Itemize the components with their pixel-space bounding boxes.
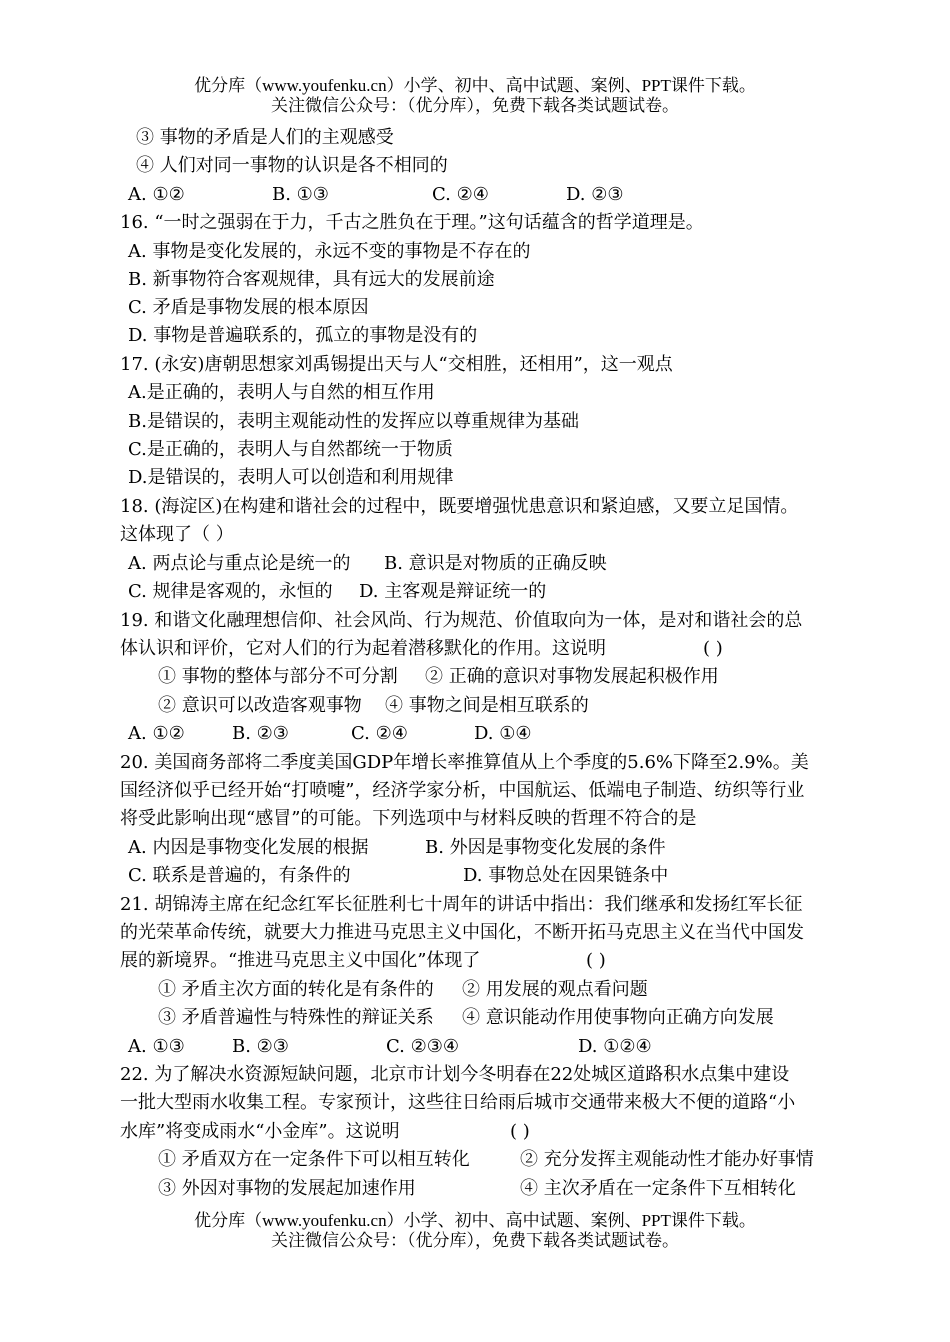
q22-item-1: ① 矛盾双方在一定条件下可以相互转化 [158, 1149, 470, 1170]
q21-item-1: ① 矛盾主次方面的转化是有条件的 [158, 979, 434, 1000]
q20-option-b: B. 外因是事物变化发展的条件 [425, 837, 666, 858]
q20-stem-line-1: 20. 美国商务部将二季度美国GDP年增长率推算值从上个季度的5.6%下降至2.9%。美 [120, 752, 809, 773]
q18-stem-line-1: 18. (海淀区)在构建和谐社会的过程中，既要增强忧患意识和紧迫感，又要立足国情。 [120, 496, 799, 517]
q21-item-4: ④ 意识能动作用使事物向正确方向发展 [462, 1007, 774, 1028]
q20-stem-line-2: 国经济似乎已经开始“打喷嚏”，经济学家分析，中国航运、低端电子制造、纺织等行业 [120, 780, 805, 801]
q19-stem-text: 体认识和评价，它对人们的行为起着潜移默化的作用。这说明 [120, 638, 606, 659]
header-line-2: 关注微信公众号：（优分库），免费下载各类试题试卷。 [271, 96, 679, 115]
q22-answer-paren: ( ) [510, 1121, 530, 1142]
q19-option-a: A. ①② [128, 723, 185, 744]
q20-option-c: C. 联系是普遍的，有条件的 [128, 865, 351, 886]
q18-stem-line-2: 这体现了（ ） [120, 524, 234, 545]
q19-item-4: ④ 事物之间是相互联系的 [385, 695, 589, 716]
q16-option-a: A. 事物是变化发展的，永远不变的事物是不存在的 [128, 241, 531, 262]
q22-stem-line-2: 一批大型雨水收集工程。专家预计，这些往日给雨后城市交通带来极大不便的道路“小 [120, 1092, 796, 1113]
q15-option-d: D. ②③ [566, 184, 624, 205]
q17-option-a: A.是正确的，表明人与自然的相互作用 [128, 382, 435, 403]
q18-option-d: D. 主客观是辩证统一的 [359, 581, 547, 602]
q20-option-d: D. 事物总处在因果链条中 [463, 865, 669, 886]
q21-option-a: A. ①③ [128, 1036, 185, 1057]
q19-option-d: D. ①④ [474, 723, 532, 744]
q16-option-d: D. 事物是普遍联系的，孤立的事物是没有的 [128, 325, 478, 346]
q16-option-b: B. 新事物符合客观规律，具有远大的发展前途 [128, 269, 495, 290]
q17-option-d: D.是错误的，表明人可以创造和利用规律 [128, 467, 454, 488]
q19-item-2: ② 正确的意识对事物发展起积极作用 [425, 666, 719, 687]
q18-option-a: A. 两点论与重点论是统一的 [128, 553, 351, 574]
q21-stem-line-1: 21. 胡锦涛主席在纪念红军长征胜利七十周年的讲话中指出：我们继承和发扬红军长征 [120, 894, 803, 915]
q22-stem-text: 水库”将变成雨水“小金库”。这说明 [120, 1121, 400, 1142]
q22-item-4: ④ 主次矛盾在一定条件下互相转化 [520, 1178, 796, 1199]
q19-item-1: ① 事物的整体与部分不可分割 [158, 666, 398, 687]
q18-option-b: B. 意识是对物质的正确反映 [384, 553, 607, 574]
q15-option-b: B. ①③ [272, 184, 329, 205]
q22-item-2: ② 充分发挥主观能动性才能办好事情 [520, 1149, 814, 1170]
q21-option-b: B. ②③ [232, 1036, 289, 1057]
q15-item-3: ③ 事物的矛盾是人们的主观感受 [136, 127, 394, 148]
footer-line-2: 关注微信公众号：（优分库），免费下载各类试题试卷。 [271, 1231, 679, 1250]
q21-option-d: D. ①②④ [578, 1036, 652, 1057]
q21-stem-line-3 [120, 947, 606, 975]
q17-option-c: C.是正确的，表明人与自然都统一于物质 [128, 439, 453, 460]
q19-option-b: B. ②③ [232, 723, 289, 744]
q21-stem-text: 展的新境界。“推进马克思主义中国化”体现了 [120, 950, 481, 971]
q19-option-c: C. ②④ [351, 723, 408, 744]
q21-stem-line-2: 的光荣革命传统，就要大力推进马克思主义中国化，不断开拓马克思主义在当代中国发 [120, 922, 804, 943]
q19-stem-line-1: 19. 和谐文化融理想信仰、社会风尚、行为规范、价值取向为一体，是对和谐社会的总 [120, 610, 803, 631]
q19-stem-line-2 [120, 635, 723, 663]
q19-answer-paren: ( ) [703, 638, 723, 659]
q22-stem-line-3 [120, 1118, 530, 1146]
q20-option-a: A. 内因是事物变化发展的根据 [128, 837, 369, 858]
q22-stem-line-1: 22. 为了解决水资源短缺问题，北京市计划今冬明春在22处城区道路积水点集中建设 [120, 1064, 790, 1085]
q21-answer-paren: ( ) [586, 950, 606, 971]
q19-item-3: ② 意识可以改造客观事物 [158, 695, 362, 716]
q18-option-c: C. 规律是客观的，永恒的 [128, 581, 333, 602]
header-line-1: 优分库（www.youfenku.cn）小学、初中、高中试题、案例、PPT课件下载。 [194, 76, 756, 95]
q15-option-c: C. ②④ [432, 184, 489, 205]
q21-item-2: ② 用发展的观点看问题 [462, 979, 648, 1000]
q16-stem: 16. “一时之强弱在于力，千古之胜负在于理。”这句话蕴含的哲学道理是。 [120, 212, 704, 233]
q20-stem-line-3: 将受此影响出现“感冒”的可能。下列选项中与材料反映的哲理不符合的是 [120, 808, 697, 829]
q17-stem: 17. (永安)唐朝思想家刘禹锡提出天与人“交相胜，还相用”，这一观点 [120, 354, 673, 375]
footer-line-1: 优分库（www.youfenku.cn）小学、初中、高中试题、案例、PPT课件下载。 [194, 1211, 756, 1230]
q21-option-c: C. ②③④ [386, 1036, 459, 1057]
q17-option-b: B.是错误的，表明主观能动性的发挥应以尊重规律为基础 [128, 411, 579, 432]
q15-option-a: A. ①② [128, 184, 185, 205]
q16-option-c: C. 矛盾是事物发展的根本原因 [128, 297, 369, 318]
q15-item-4: ④ 人们对同一事物的认识是各不相同的 [136, 155, 448, 176]
q22-item-3: ③ 外因对事物的发展起加速作用 [158, 1178, 416, 1199]
q21-item-3: ③ 矛盾普遍性与特殊性的辩证关系 [158, 1007, 434, 1028]
